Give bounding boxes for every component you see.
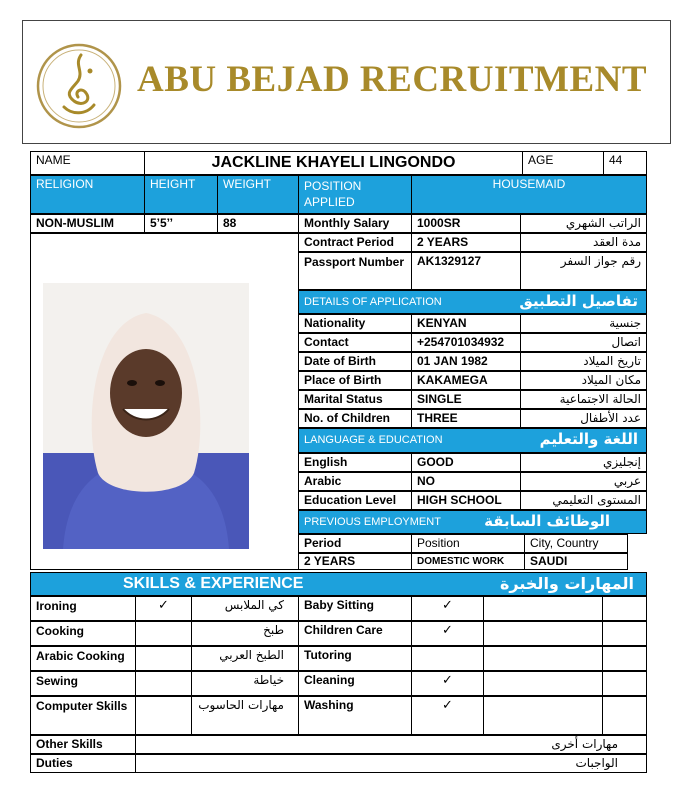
skill-check: ✓: [135, 596, 192, 621]
age-label: AGE: [522, 151, 604, 175]
religion-value: NON-MUSLIM: [30, 214, 145, 233]
employment-location: SAUDI: [524, 553, 628, 570]
application-heading-ar: تفاصيل التطبيق: [519, 292, 638, 310]
employment-heading: [298, 510, 647, 534]
skill-check: [135, 671, 192, 696]
application-arabic: تاريخ الميلاد: [520, 352, 647, 371]
skill-check: [135, 646, 192, 671]
skill-label: Washing: [298, 696, 412, 735]
skill-blank: [602, 646, 647, 671]
skill-blank: [483, 671, 603, 696]
skill-label: Sewing: [30, 671, 136, 696]
application-label: No. of Children: [298, 409, 412, 428]
language-label: Education Level: [298, 491, 412, 510]
language-heading: [298, 428, 647, 453]
language-heading-ar: اللغة والتعليم: [539, 430, 638, 448]
language-arabic: عربي: [520, 472, 647, 491]
skill-check: ✓: [411, 621, 484, 646]
employment-heading-ar: الوظائف السابقة: [484, 512, 610, 530]
employment-col-position: Position: [411, 534, 525, 553]
application-label: Place of Birth: [298, 371, 412, 390]
employment-col-location: City, Country: [524, 534, 628, 553]
label-contract: Contract Period: [298, 233, 412, 252]
other-skills-label: Other Skills: [30, 735, 136, 754]
other-skills-ar: مهارات أخرى: [551, 737, 618, 751]
skill-check: ✓: [411, 671, 484, 696]
application-heading-en: DETAILS OF APPLICATION: [304, 296, 442, 308]
application-arabic: جنسية: [520, 314, 647, 333]
application-arabic: عدد الأطفال: [520, 409, 647, 428]
application-arabic: الحالة الاجتماعية: [520, 390, 647, 409]
skill-blank: [602, 596, 647, 621]
position-header: POSITION APPLIED: [298, 175, 412, 214]
skills-heading-ar: المهارات والخبرة: [499, 574, 634, 593]
application-label: Contact: [298, 333, 412, 352]
skill-check: ✓: [411, 696, 484, 735]
skill-check: [411, 646, 484, 671]
application-label: Date of Birth: [298, 352, 412, 371]
label-salary: Monthly Salary: [298, 214, 412, 233]
skill-blank: [483, 696, 603, 735]
employment-period: 2 YEARS: [298, 553, 412, 570]
height-header: HEIGHT: [144, 175, 218, 214]
skill-arabic: مهارات الحاسوب: [191, 696, 299, 735]
skill-arabic: خياطة: [191, 671, 299, 696]
language-arabic: المستوى التعليمي: [520, 491, 647, 510]
skill-label: Children Care: [298, 621, 412, 646]
employment-col-period: Period: [298, 534, 412, 553]
candidate-name: JACKLINE KHAYELI LINGONDO: [144, 151, 523, 175]
skill-label: Cleaning: [298, 671, 412, 696]
language-label: Arabic: [298, 472, 412, 491]
application-value: +254701034932: [411, 333, 521, 352]
skill-arabic: كي الملابس: [191, 596, 299, 621]
weight-value: 88: [217, 214, 299, 233]
employment-heading-en: PREVIOUS EMPLOYMENT: [304, 516, 441, 528]
skill-blank: [483, 646, 603, 671]
company-logo: [34, 41, 124, 131]
value-salary: 1000SR: [411, 214, 521, 233]
skill-blank: [602, 671, 647, 696]
language-heading-en: LANGUAGE & EDUCATION: [304, 434, 443, 446]
duties-ar: الواجبات: [575, 756, 618, 770]
language-value: HIGH SCHOOL: [411, 491, 521, 510]
skill-arabic: الطبخ العربي: [191, 646, 299, 671]
value-passport: AK1329127: [411, 252, 521, 290]
duties-value: [135, 754, 647, 773]
weight-header: WEIGHT: [217, 175, 299, 214]
skill-blank: [483, 621, 603, 646]
value-contract: 2 YEARS: [411, 233, 521, 252]
application-value: KENYAN: [411, 314, 521, 333]
skill-check: [135, 621, 192, 646]
skill-blank: [602, 696, 647, 735]
language-value: GOOD: [411, 453, 521, 472]
skill-blank: [483, 596, 603, 621]
skill-label: Cooking: [30, 621, 136, 646]
skill-label: Baby Sitting: [298, 596, 412, 621]
arabic-salary: الراتب الشهري: [520, 214, 647, 233]
application-arabic: اتصال: [520, 333, 647, 352]
position-value: HOUSEMAID: [411, 175, 647, 214]
application-label: Nationality: [298, 314, 412, 333]
employment-position: DOMESTIC WORK: [411, 553, 525, 570]
language-arabic: إنجليزي: [520, 453, 647, 472]
application-value: SINGLE: [411, 390, 521, 409]
arabic-contract: مدة العقد: [520, 233, 647, 252]
skill-label: Computer Skills: [30, 696, 136, 735]
application-label: Marital Status: [298, 390, 412, 409]
arabic-passport: رقم جواز السفر: [520, 252, 647, 290]
application-value: KAKAMEGA: [411, 371, 521, 390]
skill-blank: [602, 621, 647, 646]
application-value: 01 JAN 1982: [411, 352, 521, 371]
application-heading: [298, 290, 647, 314]
skill-label: Tutoring: [298, 646, 412, 671]
other-skills-value: [135, 735, 647, 754]
duties-label: Duties: [30, 754, 136, 773]
age-value: 44: [603, 151, 647, 175]
skill-arabic: طبخ: [191, 621, 299, 646]
language-label: English: [298, 453, 412, 472]
label-passport: Passport Number: [298, 252, 412, 290]
language-value: NO: [411, 472, 521, 491]
application-arabic: مكان الميلاد: [520, 371, 647, 390]
skill-label: Ironing: [30, 596, 136, 621]
skills-heading: [30, 572, 647, 596]
religion-header: RELIGION: [30, 175, 145, 214]
application-value: THREE: [411, 409, 521, 428]
skill-check: [135, 696, 192, 735]
skill-check: ✓: [411, 596, 484, 621]
skills-heading-en: SKILLS & EXPERIENCE: [123, 575, 304, 592]
height-value: 5’5’’: [144, 214, 218, 233]
name-label: NAME: [30, 151, 145, 175]
company-name: ABU BEJAD RECRUITMENT: [137, 59, 648, 100]
skill-label: Arabic Cooking: [30, 646, 136, 671]
candidate-photo: [43, 283, 249, 549]
